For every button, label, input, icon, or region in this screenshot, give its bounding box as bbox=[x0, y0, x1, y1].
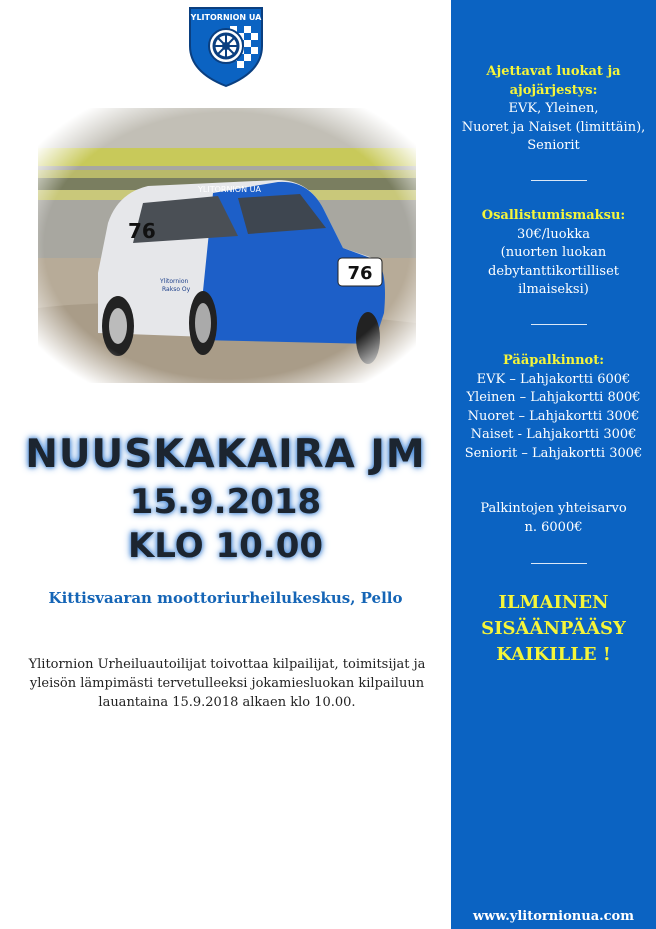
divider bbox=[531, 563, 587, 564]
fee-line3: debytanttikortilliset bbox=[488, 263, 619, 279]
club-logo bbox=[186, 2, 266, 88]
svg-text:YLITORNION UA: YLITORNION UA bbox=[190, 13, 262, 22]
classes-section bbox=[451, 63, 656, 156]
fee-line1: 30€/luokka bbox=[516, 226, 591, 242]
fee-line4: ilmaiseksi) bbox=[518, 282, 589, 297]
prizes-heading: Pääpalkinnot: bbox=[502, 353, 605, 368]
prize-item: EVK – Lahjakortti 600€ bbox=[476, 371, 631, 387]
divider bbox=[531, 324, 587, 325]
event-intro: Ylitornion Urheiluautoilijat toivottaa kilpailijat, toimitsijat ja yleisön lämpimästi tervetulleeksi jokamiesluokan kilpailuun lauantaina 15.9.2018 alkaen klo 10.00. bbox=[28, 657, 426, 710]
website-link[interactable]: www.ylitornionua.com bbox=[472, 909, 634, 924]
free-line2: SISÄÄNPÄÄSY bbox=[481, 618, 626, 639]
classes-line2: Nuoret ja Naiset (limittäin), bbox=[461, 119, 646, 135]
classes-line3: Seniorit bbox=[527, 138, 580, 153]
free-line3: KAIKILLE ! bbox=[496, 644, 611, 665]
prize-total-section bbox=[451, 500, 656, 537]
event-time: KLO 10.00 bbox=[127, 526, 324, 566]
prizes-section bbox=[451, 352, 656, 463]
classes-heading-line2: ajojärjestys: bbox=[509, 82, 598, 98]
prize-item: Yleinen – Lahjakortti 800€ bbox=[466, 390, 641, 405]
rally-car-photo bbox=[38, 108, 416, 383]
classes-heading-line1: Ajettavat luokat ja bbox=[486, 64, 621, 79]
classes-line1: EVK, Yleinen, bbox=[508, 101, 599, 116]
divider bbox=[531, 180, 587, 181]
event-venue: Kittisvaaran moottoriurheilukeskus, Pello bbox=[48, 589, 403, 607]
info-sidebar bbox=[451, 0, 656, 929]
event-title: NUUSKAKAIRA JM bbox=[25, 432, 426, 477]
event-date: 15.9.2018 bbox=[129, 482, 322, 522]
fee-heading: Osallistumismaksu: bbox=[481, 208, 626, 223]
fee-line2: (nuorten luokan bbox=[500, 245, 607, 260]
free-entry-notice bbox=[451, 590, 656, 668]
prize-total-line2: n. 6000€ bbox=[524, 519, 583, 535]
prize-item: Naiset - Lahjakortti 300€ bbox=[470, 427, 637, 442]
prize-item: Seniorit – Lahjakortti 300€ bbox=[464, 445, 643, 461]
free-line1: ILMAINEN bbox=[498, 592, 609, 613]
fee-section bbox=[451, 207, 656, 300]
prize-total-line1: Palkintojen yhteisarvo bbox=[480, 501, 627, 516]
prize-item: Nuoret – Lahjakortti 300€ bbox=[467, 408, 640, 424]
